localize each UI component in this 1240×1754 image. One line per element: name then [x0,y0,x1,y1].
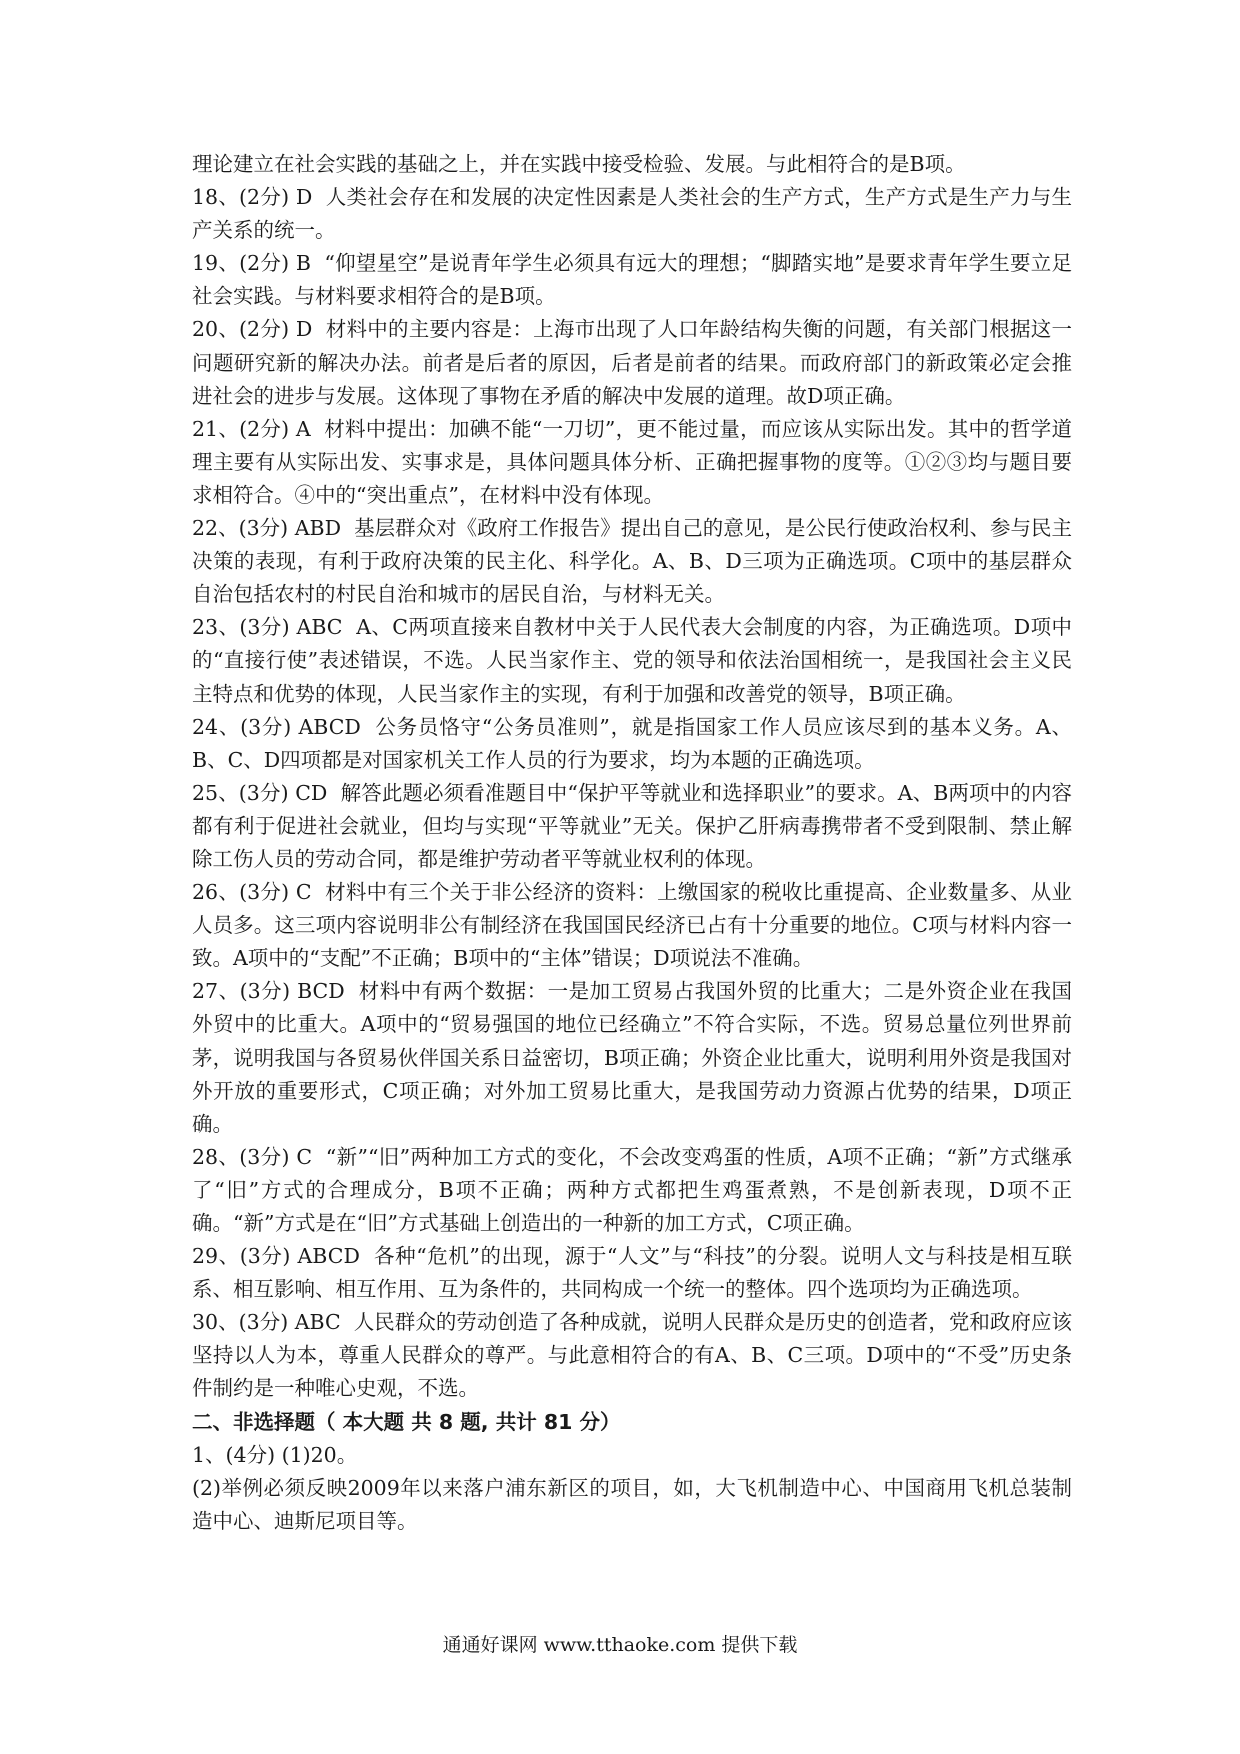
answer-25: 25、(3分) CD 解答此题必须看准题目中“保护平等就业和选择职业”的要求。A、B两项中的内容都有利于促进社会就业，但均与实现“平等就业”无关。保护乙肝病毒携带者不受到限制、禁止解除工伤人员的劳动合同，都是维护劳动者平等就业权利的体现。 [192,780,1072,871]
section-heading: 二、非选择题（ 本大题 共 8 题, 共计 81 分） [192,1409,621,1434]
answer-27: 27、(3分) BCD 材料中有两个数据：一是加工贸易占我国外贸的比重大；二是外资企业在我国外贸中的比重大。A项中的“贸易强国的地位已经确立”不符合实际，不选。贸易总量位列世界前茅，说明我国与各贸易伙伴国关系日益密切，B项正确；外资企业比重大，说明利用外资是我国对外开放的重要形式，C项正确；对外加工贸易比重大，是我国劳动力资源占优势的结果，D项正确。 [192,979,1072,1136]
answer-30: 30、(3分) ABC 人民群众的劳动创造了各种成就，说明人民群众是历史的创造者，党和政府应该坚持以人为本，尊重人民群众的尊严。与此意相符合的有A、B、C三项。D项中的“不受”历史条件制约是一种唯心史观，不选。 [192,1310,1072,1401]
non-choice-answer-1-part-1: 1、(4分) (1)20。 [192,1442,358,1467]
paragraph-17-continuation: 理论建立在社会实践的基础之上，并在实践中接受检验、发展。与此相符合的是B项。 [192,152,966,176]
answer-28: 28、(3分) C “新”“旧”两种加工方式的变化，不会改变鸡蛋的性质，A项不正确；“新”方式继承了“旧”方式的合理成分，B项不正确；两种方式都把生鸡蛋煮熟，不是创新表现，D项不正确。“新”方式是在“旧”方式基础上创造出的一种新的加工方式，C项正确。 [192,1144,1072,1235]
non-choice-answer-1-part-2: (2)举例必须反映2009年以来落户浦东新区的项目，如，大飞机制造中心、中国商用飞机总装制造中心、迪斯尼项目等。 [192,1475,1072,1533]
document-body [192,148,1072,1538]
page-footer: 通通好课网 www.tthaoke.com 提供下载 [442,1634,798,1656]
answer-22: 22、(3分) ABD 基层群众对《政府工作报告》提出自己的意见，是公民行使政治权利、参与民主决策的表现，有利于政府决策的民主化、科学化。A、B、D三项为正确选项。C项中的基层群众自治包括农村的村民自治和城市的居民自治，与材料无关。 [192,516,1072,607]
answer-19: 19、(2分) B “仰望星空”是说青年学生必须具有远大的理想；“脚踏实地”是要求青年学生要立足社会实践。与材料要求相符合的是B项。 [192,251,1072,309]
answer-24: 24、(3分) ABCD 公务员恪守“公务员准则”，就是指国家工作人员应该尽到的基本义务。A、B、C、D四项都是对国家机关工作人员的行为要求，均为本题的正确选项。 [192,714,1072,772]
answer-23: 23、(3分) ABC A、C两项直接来自教材中关于人民代表大会制度的内容，为正确选项。D项中的“直接行使”表述错误，不选。人民当家作主、党的领导和依法治国相统一，是我国社会主义民主特点和优势的体现，人民当家作主的实现，有利于加强和改善党的领导，B项正确。 [192,615,1072,706]
answer-21: 21、(2分) A 材料中提出：加碘不能“一刀切”，更不能过量，而应该从实际出发。其中的哲学道理主要有从实际出发、实事求是，具体问题具体分析、正确把握事物的度等。①②③均与题目要求相符合。④中的“突出重点”，在材料中没有体现。 [192,416,1072,507]
answer-20: 20、(2分) D 材料中的主要内容是：上海市出现了人口年龄结构失衡的问题，有关部门根据这一问题研究新的解决办法。前者是后者的原因，后者是前者的结果。而政府部门的新政策必定会推进社会的进步与发展。这体现了事物在矛盾的解决中发展的道理。故D项正确。 [192,317,1072,408]
answer-26: 26、(3分) C 材料中有三个关于非公经济的资料：上缴国家的税收比重提高、企业数量多、从业人员多。这三项内容说明非公有制经济在我国国民经济已占有十分重要的地位。C项与材料内容一致。A项中的“支配”不正确；B项中的“主体”错误；D项说法不准确。 [192,880,1072,971]
answer-18: 18、(2分) D 人类社会存在和发展的决定性因素是人类社会的生产方式，生产方式是生产力与生产关系的统一。 [192,185,1072,243]
answer-29: 29、(3分) ABCD 各种“危机”的出现，源于“人文”与“科技”的分裂。说明人文与科技是相互联系、相互影响、相互作用、互为条件的，共同构成一个统一的整体。四个选项均为正确选项。 [192,1244,1072,1302]
